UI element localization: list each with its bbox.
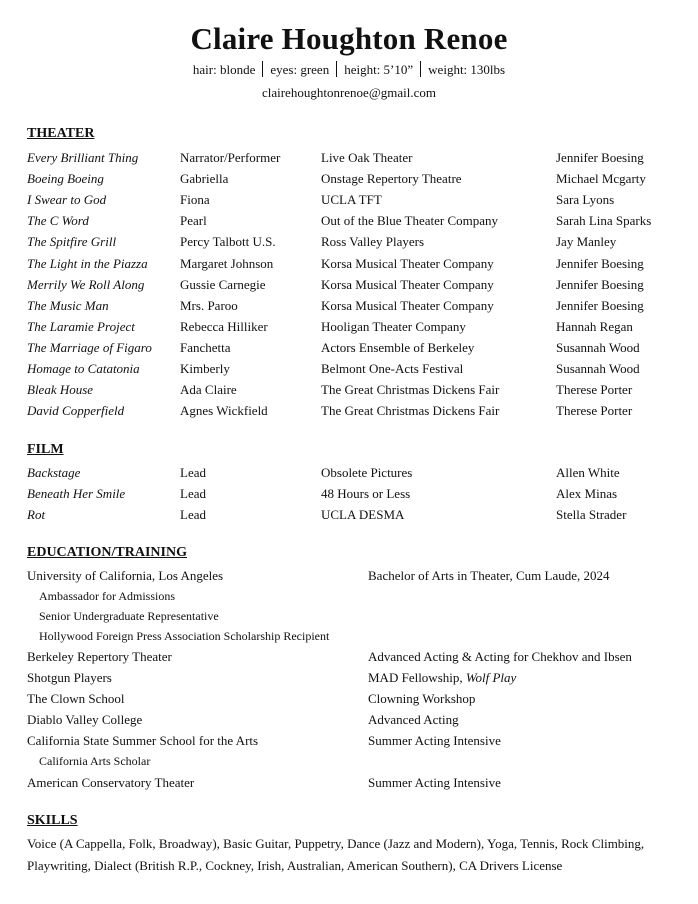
- stat-divider: [420, 61, 421, 77]
- theater-credit-row: [0, 337, 698, 358]
- credit-director: Therese Porter: [556, 403, 633, 419]
- email-address: clairehoughtonrenoe@gmail.com: [261, 85, 437, 100]
- education-row: [0, 646, 698, 667]
- theater-credit-row: [0, 379, 698, 400]
- education-heading: EDUCATION/TRAINING: [27, 545, 187, 560]
- credit-director: Alex Minas: [556, 486, 618, 501]
- credit-director: Jennifer Boesing: [556, 255, 644, 271]
- credit-title: Bleak House: [27, 382, 94, 398]
- credit-title: Beneath Her Smile: [27, 486, 126, 501]
- theater-credit-row: [0, 147, 698, 168]
- education-row: [0, 772, 698, 793]
- credit-role: Mrs. Paroo: [180, 297, 238, 313]
- education-row: [0, 667, 698, 688]
- education-detail: Advanced Acting & Acting for Chekhov and Ibsen: [368, 649, 632, 664]
- credit-company: Ross Valley Players: [321, 234, 425, 250]
- credit-company: The Great Christmas Dickens Fair: [321, 403, 500, 419]
- education-row: [0, 730, 698, 751]
- credit-role: Pearl: [180, 213, 207, 229]
- credit-director: Therese Porter: [556, 382, 633, 398]
- credit-company: Hooligan Theater Company: [321, 318, 466, 334]
- credit-company: Onstage Repertory Theatre: [321, 171, 462, 187]
- credit-title: Boeing Boeing: [27, 171, 104, 187]
- theater-credit-row: [0, 400, 698, 421]
- theater-credit-row: [0, 358, 698, 379]
- applicant-name: Claire Houghton Renoe: [190, 21, 508, 56]
- credit-title: Every Brilliant Thing: [27, 150, 139, 165]
- credit-title: The Light in the Piazza: [27, 255, 148, 271]
- credit-title: I Swear to God: [27, 192, 107, 208]
- credit-company: 48 Hours or Less: [321, 486, 411, 501]
- credit-company: Actors Ensemble of Berkeley: [321, 339, 475, 355]
- education-school: University of California, Los Angeles: [27, 568, 224, 583]
- theater-credit-row: [0, 210, 698, 231]
- education-note: Senior Undergraduate Representative: [39, 609, 219, 623]
- credit-director: Susannah Wood: [556, 339, 640, 355]
- credit-director: Sara Lyons: [556, 192, 615, 208]
- credit-director: Jennifer Boesing: [556, 297, 644, 313]
- credit-director: Stella Strader: [556, 507, 627, 522]
- education-school: California State Summer School for the Arts: [27, 733, 259, 748]
- credit-director: Susannah Wood: [556, 361, 640, 376]
- credit-director: Jay Manley: [556, 234, 617, 250]
- credit-company: UCLA TFT: [321, 192, 382, 208]
- education-detail: Clowning Workshop: [368, 691, 476, 706]
- credit-director: Michael Mcgarty: [556, 171, 646, 187]
- credit-director: Allen White: [556, 465, 620, 480]
- credit-company: Live Oak Theater: [321, 150, 413, 165]
- theater-credit-row: [0, 274, 698, 295]
- education-row: [0, 565, 698, 586]
- education-school: Shotgun Players: [27, 670, 112, 685]
- credit-title: Merrily We Roll Along: [27, 276, 145, 292]
- credit-company: Belmont One-Acts Festival: [321, 361, 464, 376]
- credit-role: Narrator/Performer: [180, 150, 281, 165]
- education-detail: Advanced Acting: [368, 712, 459, 727]
- credit-role: Agnes Wickfield: [180, 403, 268, 419]
- credit-role: Gussie Carnegie: [180, 276, 266, 292]
- credit-role: Percy Talbott U.S.: [180, 234, 276, 250]
- education-note: Hollywood Foreign Press Association Scholarship Recipient: [39, 629, 330, 643]
- education-row: [0, 709, 698, 730]
- hair-stat: hair: blonde: [192, 62, 256, 77]
- credit-company: Korsa Musical Theater Company: [321, 297, 494, 313]
- credit-director: Jennifer Boesing: [556, 276, 644, 292]
- theater-credit-row: [0, 316, 698, 337]
- credit-title: Backstage: [27, 465, 81, 480]
- film-credit-row: [0, 504, 698, 525]
- skills-heading: SKILLS: [27, 813, 78, 828]
- credit-director: Hannah Regan: [556, 318, 633, 334]
- education-school: The Clown School: [27, 691, 125, 706]
- credit-company: Obsolete Pictures: [321, 465, 413, 480]
- theater-credit-row: [0, 168, 698, 189]
- credit-title: David Copperfield: [27, 403, 125, 419]
- education-note: Ambassador for Admissions: [39, 589, 175, 603]
- credit-role: Gabriella: [180, 171, 229, 187]
- eyes-stat: eyes: green: [270, 62, 330, 77]
- theater-credit-row: [0, 253, 698, 274]
- stat-divider: [336, 61, 337, 77]
- height-stat: height: 5’10”: [344, 62, 414, 77]
- credit-role: Kimberly: [180, 361, 230, 376]
- education-school: American Conservatory Theater: [27, 775, 195, 790]
- credit-title: The Music Man: [27, 297, 109, 313]
- education-detail: Bachelor of Arts in Theater, Cum Laude, 2024: [368, 568, 610, 583]
- education-school: Berkeley Repertory Theater: [27, 649, 172, 664]
- education-detail: Summer Acting Intensive: [368, 775, 501, 790]
- credit-title: Rot: [27, 507, 46, 522]
- credit-role: Ada Claire: [180, 382, 237, 398]
- theater-credit-row: [0, 295, 698, 316]
- credit-title: Homage to Catatonia: [27, 361, 140, 376]
- credit-title: The C Word: [27, 213, 89, 229]
- weight-stat: weight: 130lbs: [428, 62, 506, 77]
- theater-heading: THEATER: [27, 126, 95, 141]
- credit-role: Margaret Johnson: [180, 255, 274, 271]
- credit-company: The Great Christmas Dickens Fair: [321, 382, 500, 398]
- film-credit-row: [0, 462, 698, 483]
- theater-credit-row: [0, 231, 698, 252]
- film-heading: FILM: [27, 442, 64, 457]
- credit-title: The Spitfire Grill: [27, 234, 117, 250]
- credit-company: Out of the Blue Theater Company: [321, 213, 499, 229]
- credit-role: Fiona: [180, 192, 210, 208]
- credit-role: Rebecca Hilliker: [180, 318, 268, 334]
- credit-director: Sarah Lina Sparks: [556, 213, 652, 229]
- education-detail: [368, 667, 516, 688]
- education-detail-text: MAD Fellowship,: [368, 670, 466, 685]
- education-detail-title: Wolf Play: [465, 670, 517, 685]
- education-school: Diablo Valley College: [27, 712, 143, 727]
- credit-role: Fanchetta: [180, 339, 231, 355]
- credit-role: Lead: [180, 486, 206, 501]
- physical-stats: [0, 61, 698, 79]
- skills-list: Voice (A Cappella, Folk, Broadway), Basic Guitar, Puppetry, Dance (Jazz and Modern), Yoga, Tennis, Rock Climbing, Playwriting, Dialect (British R.P., Cockney, Irish, Australian, American Southern), CA Drivers License: [27, 836, 645, 873]
- education-note: California Arts Scholar: [39, 754, 151, 768]
- stat-divider: [262, 61, 263, 77]
- education-row: [0, 688, 698, 709]
- credit-title: The Marriage of Figaro: [27, 339, 152, 355]
- credit-company: Korsa Musical Theater Company: [321, 255, 494, 271]
- credit-role: Lead: [180, 507, 206, 522]
- credit-company: UCLA DESMA: [321, 507, 405, 522]
- education-detail: Summer Acting Intensive: [368, 733, 501, 748]
- credit-company: Korsa Musical Theater Company: [321, 276, 494, 292]
- credit-director: Jennifer Boesing: [556, 150, 644, 165]
- credit-title: The Laramie Project: [27, 318, 135, 334]
- theater-credit-row: [0, 189, 698, 210]
- credit-role: Lead: [180, 465, 206, 480]
- film-credit-row: [0, 483, 698, 504]
